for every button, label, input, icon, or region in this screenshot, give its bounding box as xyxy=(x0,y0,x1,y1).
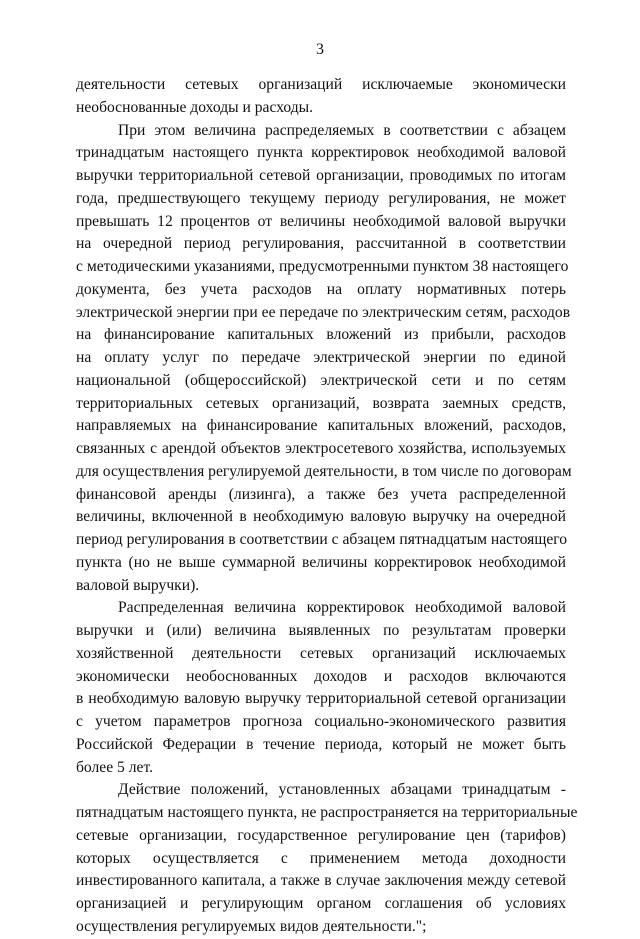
text-line: деятельности сетевых организаций исключаемые экономически xyxy=(76,76,566,93)
text-line: выручки территориальной сетевой организации, проводимых по итогам xyxy=(76,167,566,184)
text-line: осуществления регулируемых видов деятельности."; xyxy=(76,917,427,935)
text-line: тринадцатым настоящего пункта корректировок необходимой валовой xyxy=(76,144,566,162)
text-line: электрической энергии при ее передаче по электрическим сетям, расходов xyxy=(76,303,571,321)
text-line: на оплату услуг по передаче электрической энергии по единой xyxy=(76,349,566,366)
text-line: которых осуществляется с применением метода доходности xyxy=(76,849,566,867)
text-line: экономически необоснованных доходов и расходов включаются xyxy=(76,667,566,685)
text-line: хозяйственной деятельности сетевых организаций исключаемых xyxy=(76,644,566,662)
document-body xyxy=(76,74,578,939)
text-line: финансовой аренды (лизинга), а также без учета распределенной xyxy=(76,485,566,503)
text-line: сетевые организации, государственное регулирование цен (тарифов) xyxy=(76,826,566,844)
text-line: При этом величина распределяемых в соответствии с абзацем xyxy=(118,121,566,139)
text-line: необоснованные доходы и расходы. xyxy=(76,98,314,116)
text-line: пятнадцатым настоящего пункта, не распространяется на территориальные xyxy=(76,804,578,821)
text-line: период регулирования в соответствии с абзацем пятнадцатым настоящего xyxy=(76,531,568,548)
text-line: национальной (общероссийской) электрической сети и по сетям xyxy=(76,371,566,389)
text-line: величины, включенной в необходимую валовую выручку на очередной xyxy=(76,508,566,526)
paragraph xyxy=(76,597,566,779)
text-line: Российской Федерации в течение периода, который не может быть xyxy=(76,735,566,753)
text-line: валовой выручки). xyxy=(76,576,200,594)
text-line: связанных с арендой объектов электросетевого хозяйства, используемых xyxy=(76,440,566,457)
paragraph xyxy=(76,74,566,120)
page-number: 3 xyxy=(316,41,324,58)
text-line: документа, без учета расходов на оплату нормативных потерь xyxy=(76,280,566,298)
text-line: для осуществления регулируемой деятельности, в том числе по договорам xyxy=(76,462,572,480)
text-line: организацией и регулирующим органом соглашения об условиях xyxy=(76,895,566,912)
text-line: инвестированного капитала, а также в случае заключения между сетевой xyxy=(76,872,566,890)
text-line: выручки и (или) величина выявленных по результатам проверки xyxy=(76,622,566,639)
text-line: на финансирование капитальных вложений из прибыли, расходов xyxy=(76,326,566,344)
text-line: более 5 лет. xyxy=(76,758,153,776)
text-line: пункта (но не выше суммарной величины корректировок необходимой xyxy=(76,553,566,571)
text-line: с учетом параметров прогноза социально-экономического развития xyxy=(76,713,566,730)
text-line: превышать 12 процентов от величины необходимой валовой выручки xyxy=(76,212,566,230)
text-line: года, предшествующего текущему периоду регулирования, не может xyxy=(76,189,566,207)
text-line: в необходимую валовую выручку территориальной сетевой организации xyxy=(76,690,566,708)
paragraph xyxy=(76,779,578,938)
text-line: направляемых на финансирование капитальных вложений, расходов, xyxy=(76,417,566,435)
text-line: Действие положений, установленных абзацами тринадцатым - xyxy=(118,781,566,799)
paragraph xyxy=(76,120,572,598)
text-line: территориальных сетевых организаций, возврата заемных средств, xyxy=(76,394,566,412)
text-line: Распределенная величина корректировок необходимой валовой xyxy=(118,599,566,617)
text-line: на очередной период регулирования, рассчитанной в соответствии xyxy=(76,235,566,253)
text-line: с методическими указаниями, предусмотренными пунктом 38 настоящего xyxy=(76,258,569,275)
